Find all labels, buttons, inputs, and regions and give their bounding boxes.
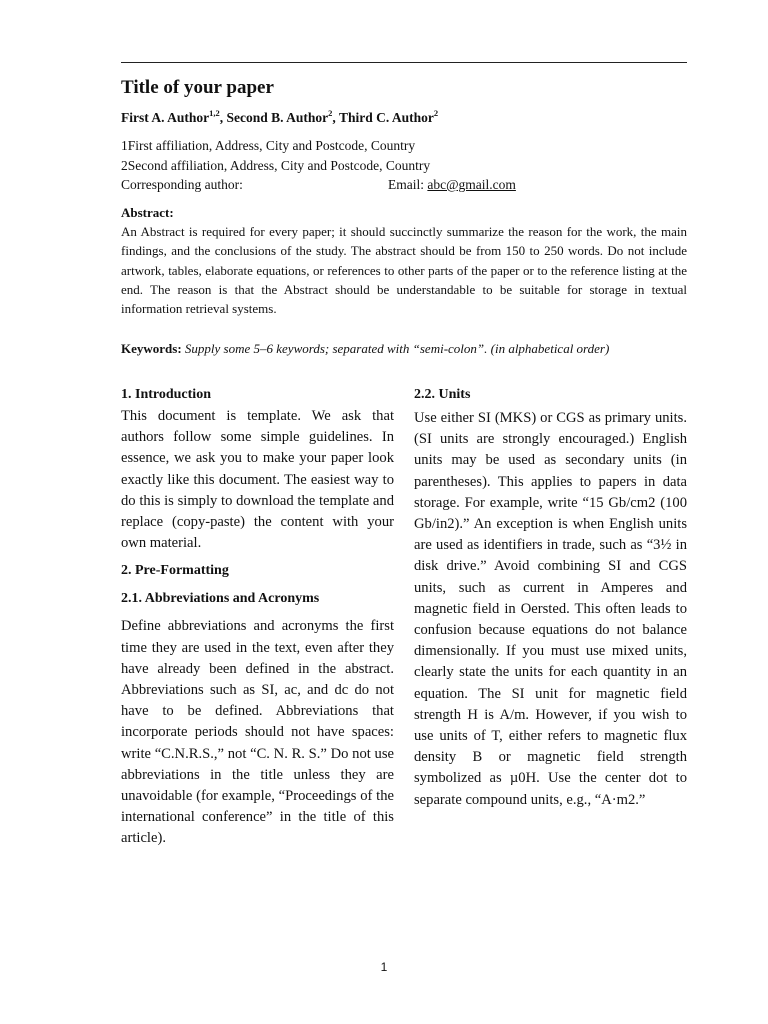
header-rule	[121, 62, 687, 63]
abstract-heading: Abstract:	[121, 205, 174, 220]
keywords-label: Keywords:	[121, 341, 185, 356]
email-label: Email:	[388, 177, 428, 192]
author-affiliation-marker: 1,2	[209, 108, 220, 118]
affiliation-1: 1First affiliation, Address, City and Postcode, Country	[121, 138, 416, 153]
author-separator: ,	[219, 110, 227, 125]
author-name: Third C. Author	[338, 110, 434, 125]
author-name: First A. Author	[121, 110, 210, 125]
paper-title: Title of your paper	[121, 77, 274, 98]
author-separator: ,	[332, 110, 339, 125]
author-list	[121, 109, 438, 127]
corresponding-author-label: Corresponding author:	[121, 177, 243, 192]
keywords	[121, 339, 687, 358]
author-name: Second B. Author	[226, 110, 329, 125]
section-heading-introduction: 1. Introduction	[121, 387, 211, 402]
email-link[interactable]: abc@gmail.com	[427, 177, 516, 192]
author-affiliation-marker: 2	[433, 108, 439, 118]
author-affiliation-marker: 2	[328, 108, 333, 118]
corresponding-email	[388, 175, 516, 195]
abstract-text: An Abstract is required for every paper; it should succinctly summarize the reason for the work, the main findings, and the conclusions of the study. The abstract should be from 150 to 250 words. Do not include artwork, tables, elaborate equations, or references to other parts of the paper or to the reference listing at the end. The reason is that the Abstract should be understandable to be suitable for storage in textual information retrieval systems.	[121, 224, 687, 317]
section-heading-preformatting: 2. Pre-Formatting	[121, 563, 229, 579]
page-number: 1	[380, 960, 388, 974]
introduction-text: This document is template. We ask that authors follow some simple guidelines. In essence, we ask you to make your paper look exactly like this document. The easiest way to do this is simply to download the template and replace (copy-paste) the content with your own material.	[121, 408, 394, 552]
units-text: Use either SI (MKS) or CGS as primary units. (SI units are strongly encouraged.) English units may be used as secondary units (in parentheses). This applies to papers in data storage. For example, write “15 Gb/cm2 (100 Gb/in2).” An exception is when English units are used as identifiers in trade, such as “3½ in disk drive.” Avoid combining SI and CGS units, such as current in Amperes and magnetic field in Oersted. This often leads to confusion because equations do not balance dimensionally. If you must use mixed units, clearly state the units for each quantity in an equation. The SI unit for magnetic field strength H is A/m. However, if you wish to use units of T, either refers to magnetic flux density B or magnetic field strength symbolized as µ0H. Use the center dot to separate compound units, e.g., “A·m2.”	[414, 410, 687, 808]
subsection-heading-units: 2.2. Units	[414, 387, 471, 402]
keywords-text: Supply some 5–6 keywords; separated with “semi-colon”. (in alphabetical order)	[184, 341, 610, 356]
right-column	[414, 384, 687, 811]
subsection-heading-abbreviations: 2.1. Abbreviations and Acronyms	[121, 591, 320, 607]
affiliation-2: 2Second affiliation, Address, City and Postcode, Country	[121, 158, 431, 173]
abbreviations-text: Define abbreviations and acronyms the first time they are used in the text, even after they have already been defined in the abstract. Abbreviations such as SI, ac, and dc do not have to be defined. Abbreviations that incorporate periods should not have spaces: write “C.N.R.S.,” not “C. N. R. S.” Do not use abbreviations in the title unless they are unavoidable (for example, “Proceedings of the international conference” in the title of this article).	[121, 618, 394, 847]
left-column	[121, 384, 394, 850]
